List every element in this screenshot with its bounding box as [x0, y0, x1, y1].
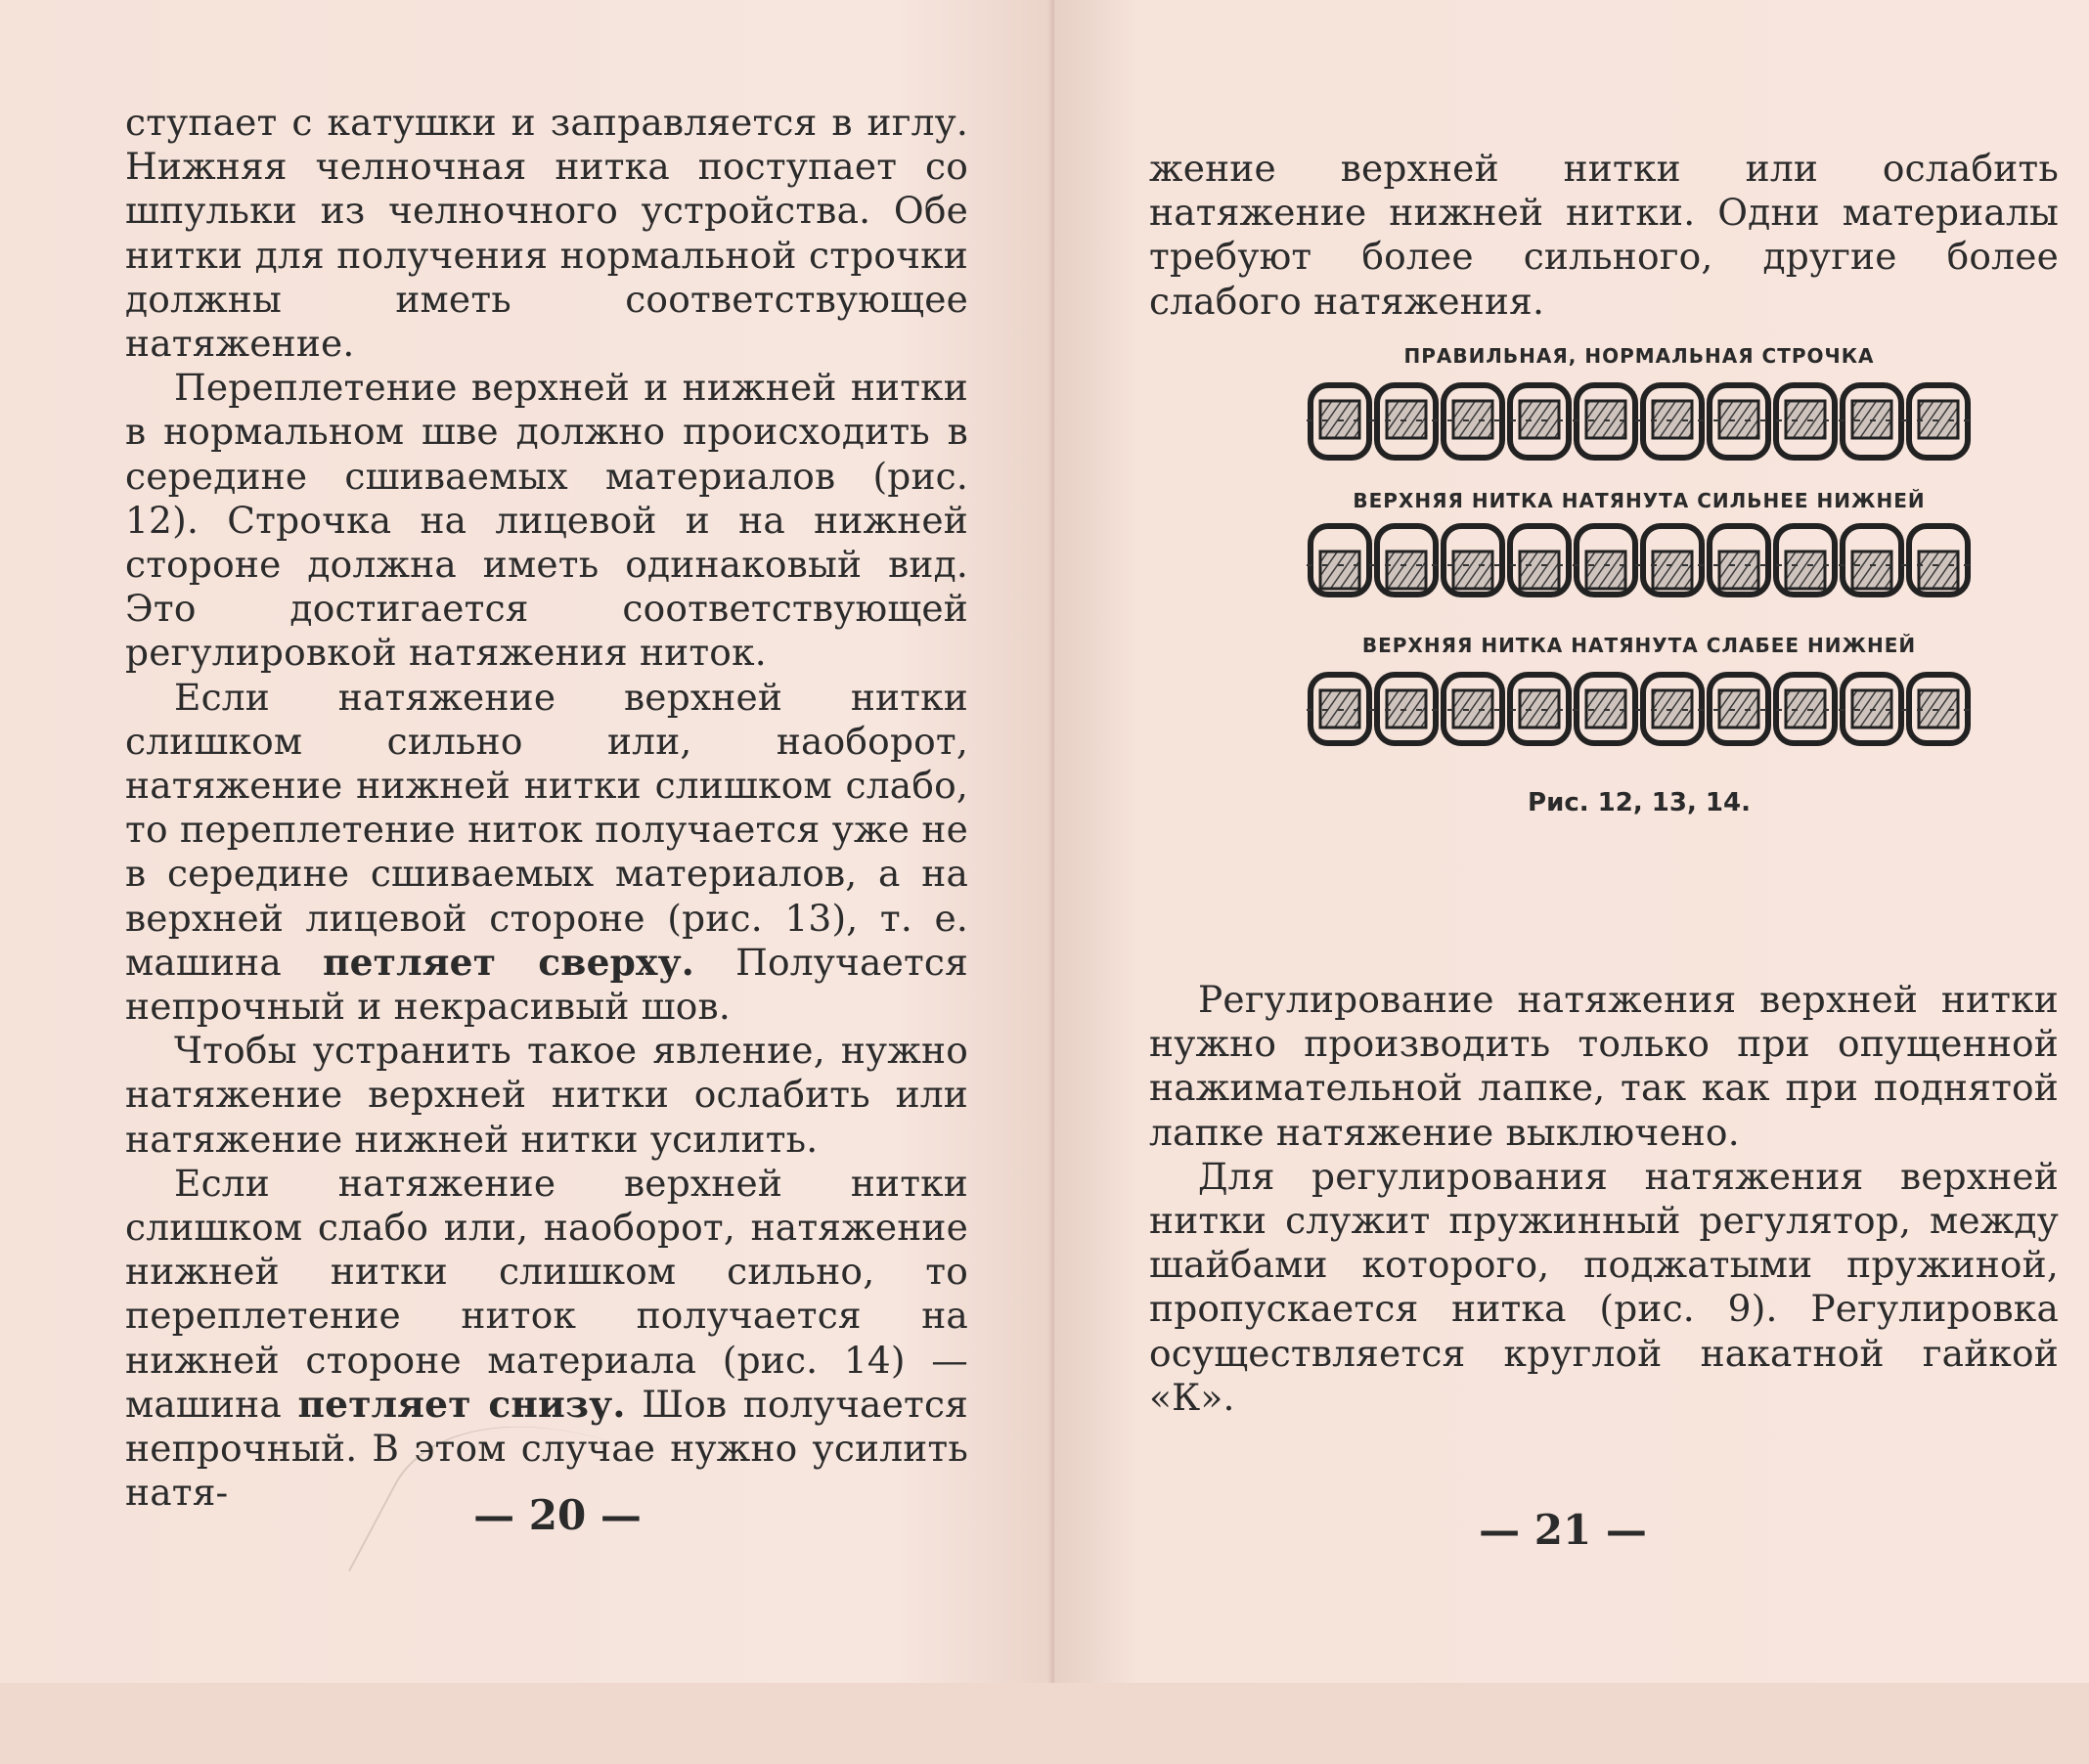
- stitch-top-tension-illustration: [1307, 512, 1972, 620]
- paragraph-text: Если натяжение верхней нитки слишком сильно или, наоборот, натяжение нижней нитки слишком слабо, то переплетение ниток получается уже не в середине сшиваемых материалов, а на верхней лицевой стороне (рис. 13), т. е. машина: [125, 675, 968, 984]
- stitch-figure: [1248, 344, 2030, 817]
- stitch-loop: [1510, 526, 1569, 595]
- page-number: — 20 —: [473, 1491, 642, 1539]
- stitch-loop: [1577, 526, 1635, 595]
- paragraph: Для регулирования натяжения верхней нитки служит пружинный регулятор, между шайбами которого, поджатыми пружиной, пропускается нитка (рис. 9). Регулировка осуществляется круглой накатной гайкой «К».: [1149, 1154, 2059, 1419]
- emphasis-text: петляет снизу.: [297, 1382, 626, 1426]
- right-page-text: [1149, 978, 2059, 1420]
- left-page: [0, 0, 1054, 1683]
- emphasis-text: петляет сверху.: [322, 940, 695, 984]
- paragraph: [125, 676, 968, 1030]
- stitch-loop: [1710, 526, 1768, 595]
- paragraph-text: Если натяжение верхней нитки слишком слабо или, наоборот, натяжение нижней нитки слишком сильно, то переплетение ниток получается на нижней стороне материала (рис. 14) — машина: [125, 1161, 968, 1426]
- left-page-text: [125, 101, 968, 1516]
- figure-label: ВЕРХНЯЯ НИТКА НАТЯНУТА СИЛЬНЕЕ НИЖНЕЙ: [1353, 489, 1926, 512]
- right-page-intro: [1149, 147, 2059, 324]
- paragraph: ступает с катушки и заправляется в иглу. Нижняя челночная нитка поступает со шпульки из челночного устройства. Обе нитки для получения нормальной строчки должны иметь соответствующее натяжение.: [125, 101, 968, 366]
- paragraph: жение верхней нитки или ослабить натяжение нижней нитки. Одни материалы требуют более сильного, другие более слабого натяжения.: [1149, 147, 2059, 323]
- stitch-loop: [1377, 526, 1436, 595]
- page-number: — 21 —: [1479, 1506, 1647, 1554]
- stitch-loop: [1843, 526, 1901, 595]
- stitch-loop: [1444, 526, 1502, 595]
- figure-caption: Рис. 12, 13, 14.: [1528, 788, 1751, 817]
- stitch-loop: [1909, 526, 1968, 595]
- stitch-normal-illustration: [1307, 368, 1972, 475]
- paragraph-text: Шов получается непрочный. В этом случае нужно усилить натя-: [125, 1382, 969, 1515]
- stitch-loop: [1776, 526, 1835, 595]
- paragraph: Переплетение верхней и нижней нитки в нормальном шве должно происходить в середине сшиваемых материалов (рис. 12). Строчка на лицевой и на нижней стороне должна иметь одинаковый вид. Это достигается соответствующей регулировкой натяжения ниток.: [125, 366, 968, 675]
- paragraph: Чтобы устранить такое явление, нужно натяжение верхней нитки ослабить или натяжение нижней нитки усилить.: [125, 1029, 968, 1161]
- figure-label: ВЕРХНЯЯ НИТКА НАТЯНУТА СЛАБЕЕ НИЖНЕЙ: [1361, 634, 1917, 657]
- stitch-loop: [1643, 526, 1702, 595]
- paragraph: Регулирование натяжения верхней нитки нужно производить только при опущенной нажимательной лапке, так как при поднятой лапке натяжение выключено.: [1149, 978, 2059, 1154]
- figure-label: ПРАВИЛЬНАЯ, НОРМАЛЬНАЯ СТРОЧКА: [1403, 344, 1875, 368]
- stitch-bottom-tension-illustration: [1307, 657, 1972, 765]
- stitch-loop: [1311, 526, 1369, 595]
- right-page: [1054, 0, 2089, 1683]
- paragraph-text: Получается непрочный и некрасивый шов.: [125, 940, 968, 1029]
